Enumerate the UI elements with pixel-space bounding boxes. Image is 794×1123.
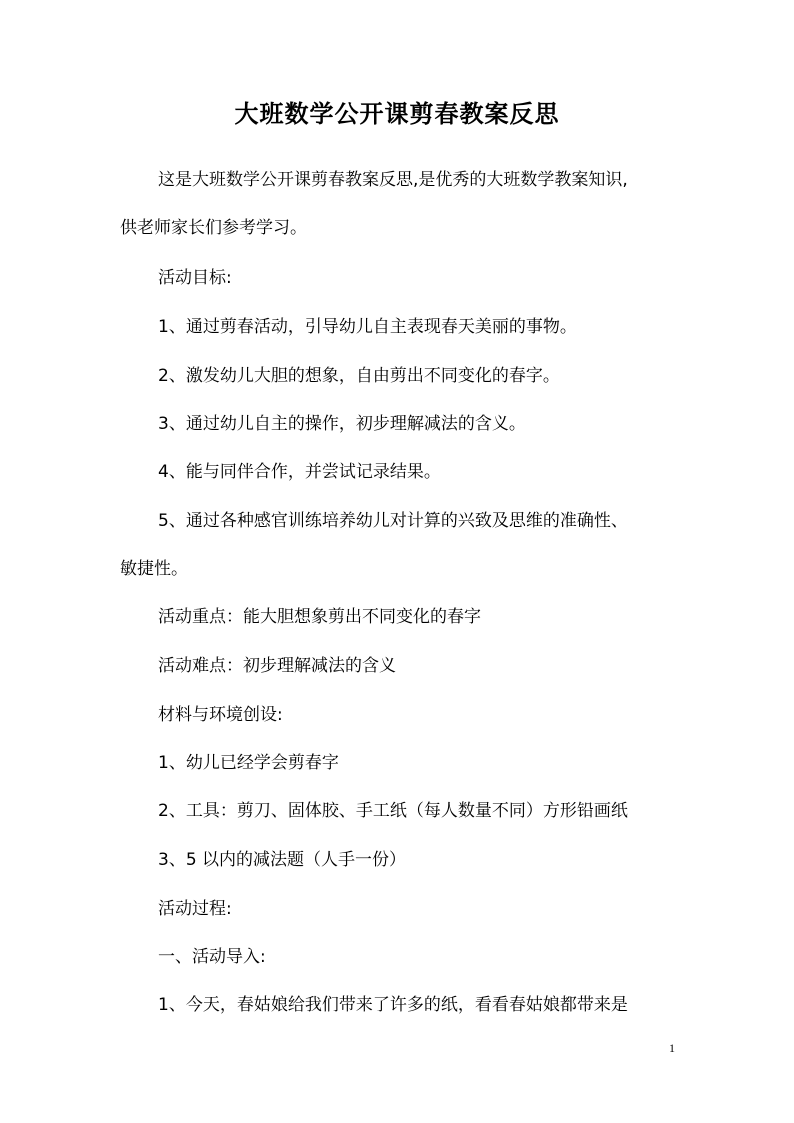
objective-item-5-line-2: 敏捷性。 [120,559,188,579]
objective-item-1: 1、通过剪春活动，引导幼儿自主表现春天美丽的事物。 [158,317,577,337]
objective-item-5-line-1: 5、通过各种感官训练培养幼儿对计算的兴致及思维的准确性、 [158,511,628,531]
key-point: 活动重点：能大胆想象剪出不同变化的春字 [158,607,481,627]
objective-item-4: 4、能与同伴合作，并尝试记录结果。 [158,462,441,482]
material-item-3: 3、5 以内的减法题（人手一份） [158,850,407,870]
material-item-1: 1、幼儿已经学会剪春字 [158,753,339,773]
section-heading-objectives: 活动目标: [158,268,232,288]
page-number: 1 [669,1041,675,1055]
difficult-point: 活动难点：初步理解减法的含义 [158,656,396,676]
objective-item-3: 3、通过幼儿自主的操作，初步理解减法的含义。 [158,414,526,434]
paragraph-intro-line-2: 供老师家长们参考学习。 [120,218,307,238]
objective-item-2: 2、激发幼儿大胆的想象，自由剪出不同变化的春字。 [158,366,560,386]
process-step-heading-1: 一、活动导入: [158,947,266,967]
section-heading-materials: 材料与环境创设: [158,705,283,725]
document-title: 大班数学公开课剪春教案反思 [234,100,560,128]
section-heading-process: 活动过程: [158,899,232,919]
process-step-item-1: 1、今天，春姑娘给我们带来了许多的纸，看看春姑娘都带来是 [158,995,628,1015]
paragraph-intro-line-1: 这是大班数学公开课剪春教案反思,是优秀的大班数学教案知识, [158,170,628,190]
material-item-2: 2、工具：剪刀、固体胶、手工纸（每人数量不同）方形铅画纸 [158,801,628,821]
